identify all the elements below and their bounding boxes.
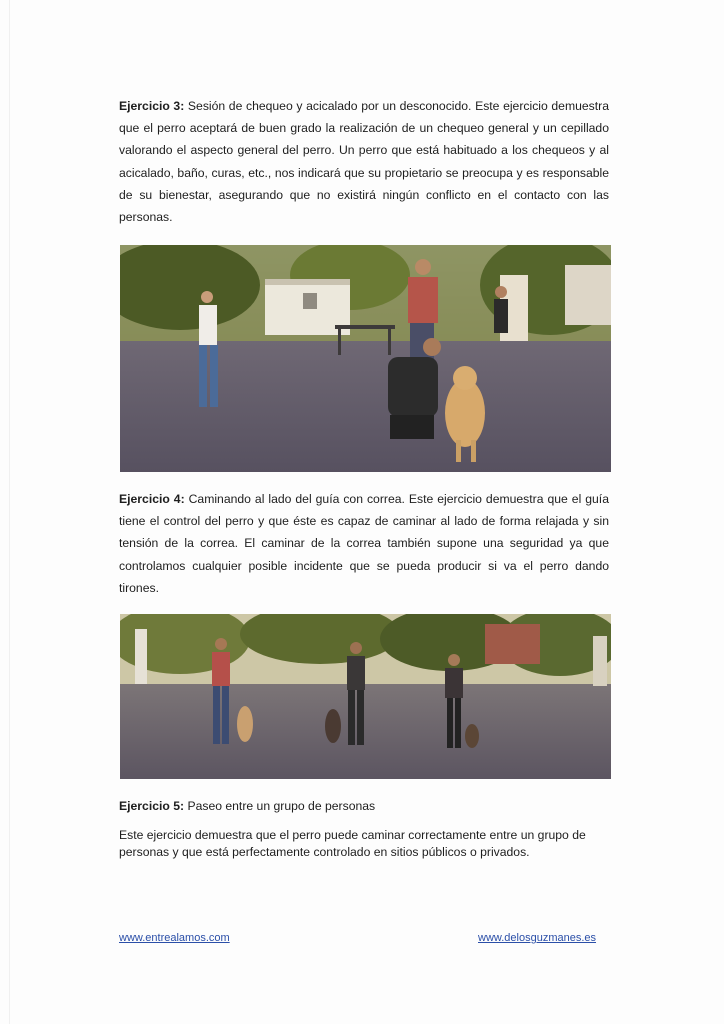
scan-edge-line <box>9 0 10 1024</box>
exercise-5-text: Este ejercicio demuestra que el perro puede caminar correctamente entre un grupo de personas y que está perfectamente controlado en sitios públicos o privados. <box>119 828 586 859</box>
exercise-4-text: Caminando al lado del guía con correa. Este ejercicio demuestra que el guía tiene el control del perro y que éste es capaz de caminar al lado de forma relajada y sin tensión de la correa. El caminar de la correa también supone una seguridad ya que controlamos cualquier posible incidente que se pueda producir si va el perro dando tirones. <box>119 492 609 595</box>
exercise-5-paragraph <box>119 827 609 861</box>
grooming-check-photo <box>120 245 611 472</box>
exercise-3-text: Sesión de chequeo y acicalado por un desconocido. Este ejercicio demuestra que el perro aceptará de buen grado la realización de un chequeo general y un cepillado valorando el aspecto general del perro. Un perro que está habituado a los chequeos y al acicalado, baño, curas, etc., nos indicará que su propietario se preocupa y es responsable de su bienestar, asegurando que no existirá ningún conflicto en el contacto con las personas. <box>119 99 609 225</box>
exercise-3-paragraph <box>119 95 609 228</box>
exercise-5-subtitle: Paseo entre un grupo de personas <box>187 799 376 813</box>
exercise-5-title: Ejercicio 5: <box>119 799 185 813</box>
footer-link-delosguzmanes[interactable]: www.delosguzmanes.es <box>478 932 597 944</box>
exercise-4-title: Ejercicio 4: <box>119 492 185 506</box>
group-walk-photo <box>120 614 611 779</box>
footer-link-entrealamos[interactable]: www.entrealamos.com <box>119 932 230 944</box>
exercise-4-paragraph <box>119 488 609 599</box>
exercise-3-title: Ejercicio 3: <box>119 99 185 113</box>
exercise-5-heading <box>119 795 609 817</box>
